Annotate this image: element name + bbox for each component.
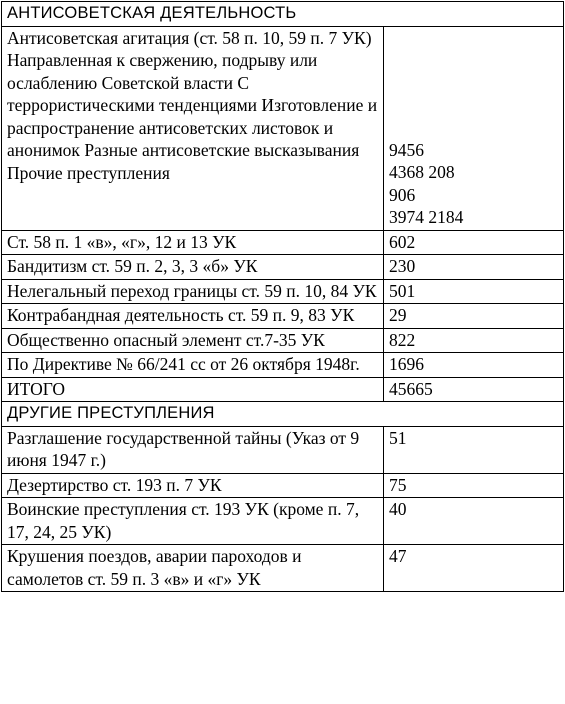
crimes-table [1,1,564,592]
table-row [2,353,564,378]
crime-count: 602 [384,230,564,255]
crime-label: Нелегальный переход границы ст. 59 п. 10, 84 УК [2,279,384,304]
crime-label: Общественно опасный элемент ст.7-35 УК [2,328,384,353]
section-title-anti-soviet: АНТИСОВЕТСКАЯ ДЕЯТЕЛЬНОСТЬ [2,2,564,27]
crime-count: 40 [384,498,564,545]
total-count: 45665 [384,377,564,402]
table-row [2,255,564,280]
crime-label: Антисоветская агитация (ст. 58 п. 10, 59 п. 7 УК) Направленная к свержению, подрыву или ослаблению Советской власти С террористическими тенденциями Изготовление и распространение антисоветских листовок и анонимок Разные антисоветские высказывания Прочие преступления [2,26,384,230]
section-header-row [2,402,564,427]
section-header-row [2,2,564,27]
table-row [2,498,564,545]
table-row [2,426,564,473]
crime-label: Разглашение государственной тайны (Указ от 9 июня 1947 г.) [2,426,384,473]
table-row [2,279,564,304]
crime-label: Бандитизм ст. 59 п. 2, 3, 3 «б» УК [2,255,384,280]
total-label: ИТОГО [2,377,384,402]
crime-count: 822 [384,328,564,353]
crime-label: По Директиве № 66/241 сс от 26 октября 1948г. [2,353,384,378]
crime-label: Дезертирство ст. 193 п. 7 УК [2,473,384,498]
crime-count: 501 [384,279,564,304]
table-row [2,473,564,498]
crime-count: 1696 [384,353,564,378]
table-row [2,545,564,592]
crime-count: 29 [384,304,564,329]
crime-label: Воинские преступления ст. 193 УК (кроме п. 7, 17, 24, 25 УК) [2,498,384,545]
crime-label: Ст. 58 п. 1 «в», «г», 12 и 13 УК [2,230,384,255]
section-title-other-crimes: ДРУГИЕ ПРЕСТУПЛЕНИЯ [2,402,564,427]
table-row [2,230,564,255]
crime-count: 51 [384,426,564,473]
crime-count: 9456 4368 208 906 3974 2184 [384,26,564,230]
crime-label: Крушения поездов, аварии пароходов и самолетов ст. 59 п. 3 «в» и «г» УК [2,545,384,592]
crime-count: 230 [384,255,564,280]
total-row [2,377,564,402]
crime-count: 75 [384,473,564,498]
table-row [2,304,564,329]
crime-label: Контрабандная деятельность ст. 59 п. 9, 83 УК [2,304,384,329]
crime-count: 47 [384,545,564,592]
table-row [2,26,564,230]
table-row [2,328,564,353]
